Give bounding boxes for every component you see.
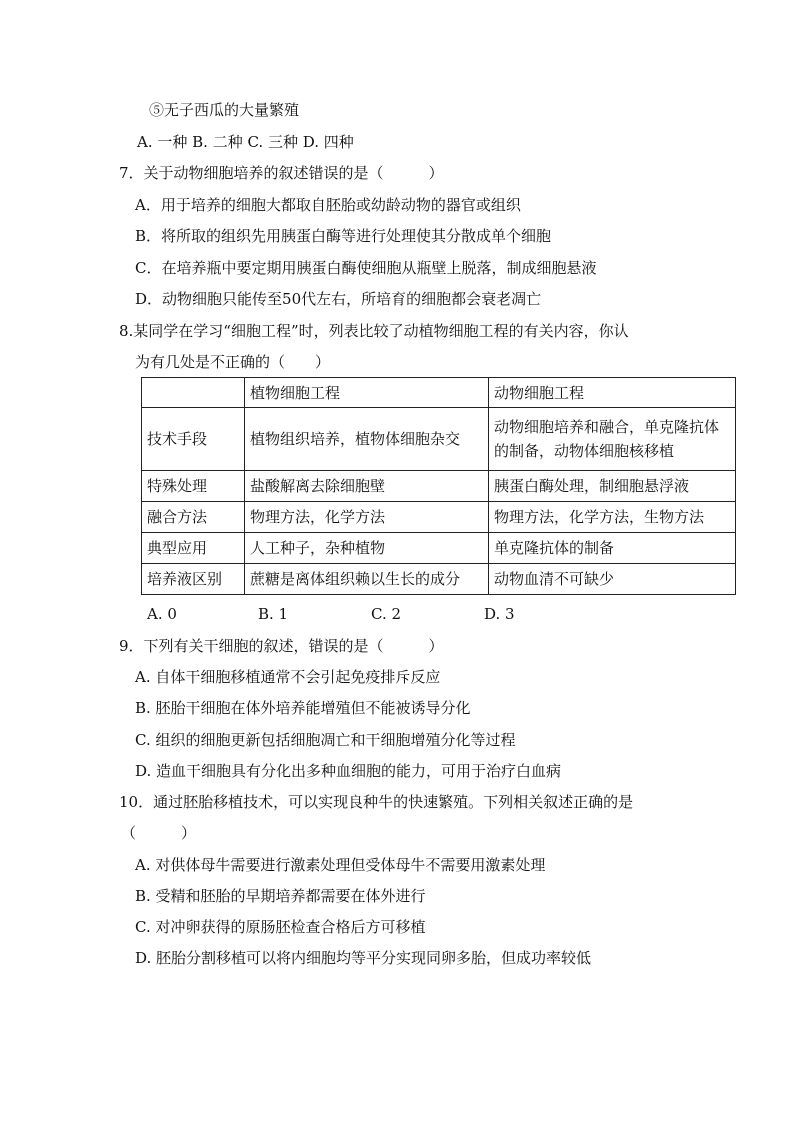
q7-stem: 7．关于动物细胞培养的叙述错误的是（ ） bbox=[119, 164, 444, 182]
q7-option-d: D．动物细胞只能传至50代左右，所培育的细胞都会衰老凋亡 bbox=[135, 290, 542, 308]
table-cell: 融合方法 bbox=[142, 502, 245, 533]
q6-options: A. 一种 B. 二种 C. 三种 D. 四种 bbox=[137, 133, 354, 151]
q9-option-d: D. 造血干细胞具有分化出多种血细胞的能力，可用于治疗白血病 bbox=[135, 762, 562, 780]
q8-option-c: C. 2 bbox=[371, 605, 402, 623]
table-header-cell: 植物细胞工程 bbox=[245, 378, 489, 408]
table-cell: 培养液区别 bbox=[142, 564, 245, 595]
q10-option-a: A. 对供体母牛需要进行激素处理但受体母牛不需要用激素处理 bbox=[135, 856, 546, 874]
q8-stem-line1: 8.某同学在学习“细胞工程”时，列表比较了动植物细胞工程的有关内容，你认 bbox=[119, 322, 629, 340]
q7-option-a: A．用于培养的细胞大都取自胚胎或幼龄动物的器官或组织 bbox=[135, 196, 521, 214]
q10-option-c: C. 对冲卵获得的原肠胚检查合格后方可移植 bbox=[135, 918, 426, 936]
table-row bbox=[142, 564, 736, 595]
table-cell: 动物细胞培养和融合，单克隆抗体的制备，动物体细胞核移植 bbox=[489, 408, 736, 471]
table-cell: 典型应用 bbox=[142, 533, 245, 564]
q7-option-b: B．将所取的组织先用胰蛋白酶等进行处理使其分散成单个细胞 bbox=[135, 227, 552, 245]
table-row bbox=[142, 471, 736, 502]
table-cell: 技术手段 bbox=[142, 408, 245, 471]
table-header-cell: 动物细胞工程 bbox=[489, 378, 736, 408]
table-cell: 蔗糖是离体组织赖以生长的成分 bbox=[245, 564, 489, 595]
q8-stem-line2: 为有几处是不正确的（ ） bbox=[135, 353, 331, 371]
q10-stem-line2: （ ） bbox=[121, 824, 197, 842]
table-cell: 人工种子，杂种植物 bbox=[245, 533, 489, 564]
q9-option-c: C. 组织的细胞更新包括细胞凋亡和干细胞增殖分化等过程 bbox=[135, 731, 516, 749]
q10-option-d: D. 胚胎分割移植可以将内细胞均等平分实现同卵多胎，但成功率较低 bbox=[135, 949, 592, 967]
q10-stem-line1: 10．通过胚胎移植技术，可以实现良种牛的快速繁殖。下列相关叙述正确的是 bbox=[119, 793, 634, 811]
table-cell: 特殊处理 bbox=[142, 471, 245, 502]
q9-option-b: B. 胚胎干细胞在体外培养能增殖但不能被诱导分化 bbox=[135, 699, 471, 717]
q8-option-a: A. 0 bbox=[147, 605, 177, 623]
table-header-cell bbox=[142, 378, 245, 408]
table-cell: 动物血清不可缺少 bbox=[489, 564, 736, 595]
q10-option-b: B. 受精和胚胎的早期培养都需要在体外进行 bbox=[135, 887, 426, 905]
table-cell: 盐酸解离去除细胞壁 bbox=[245, 471, 489, 502]
table-row bbox=[142, 502, 736, 533]
table-cell: 物理方法，化学方法 bbox=[245, 502, 489, 533]
q9-option-a: A. 自体干细胞移植通常不会引起免疫排斥反应 bbox=[135, 668, 441, 686]
table-cell: 物理方法，化学方法，生物方法 bbox=[489, 502, 736, 533]
q8-option-b: B. 1 bbox=[258, 605, 289, 623]
q8-option-d: D. 3 bbox=[484, 605, 515, 623]
comparison-table bbox=[141, 377, 736, 595]
table-cell: 单克隆抗体的制备 bbox=[489, 533, 736, 564]
q6-item-5: ⑤无子西瓜的大量繁殖 bbox=[149, 101, 300, 119]
table-cell: 植物组织培养，植物体细胞杂交 bbox=[245, 408, 489, 471]
table-row bbox=[142, 408, 736, 471]
table-row bbox=[142, 533, 736, 564]
q9-stem: 9．下列有关干细胞的叙述，错误的是（ ） bbox=[119, 637, 444, 655]
table-header-row bbox=[142, 378, 736, 408]
table-cell: 胰蛋白酶处理，制细胞悬浮液 bbox=[489, 471, 736, 502]
q7-option-c: C．在培养瓶中要定期用胰蛋白酶使细胞从瓶壁上脱落，制成细胞悬液 bbox=[135, 259, 597, 277]
